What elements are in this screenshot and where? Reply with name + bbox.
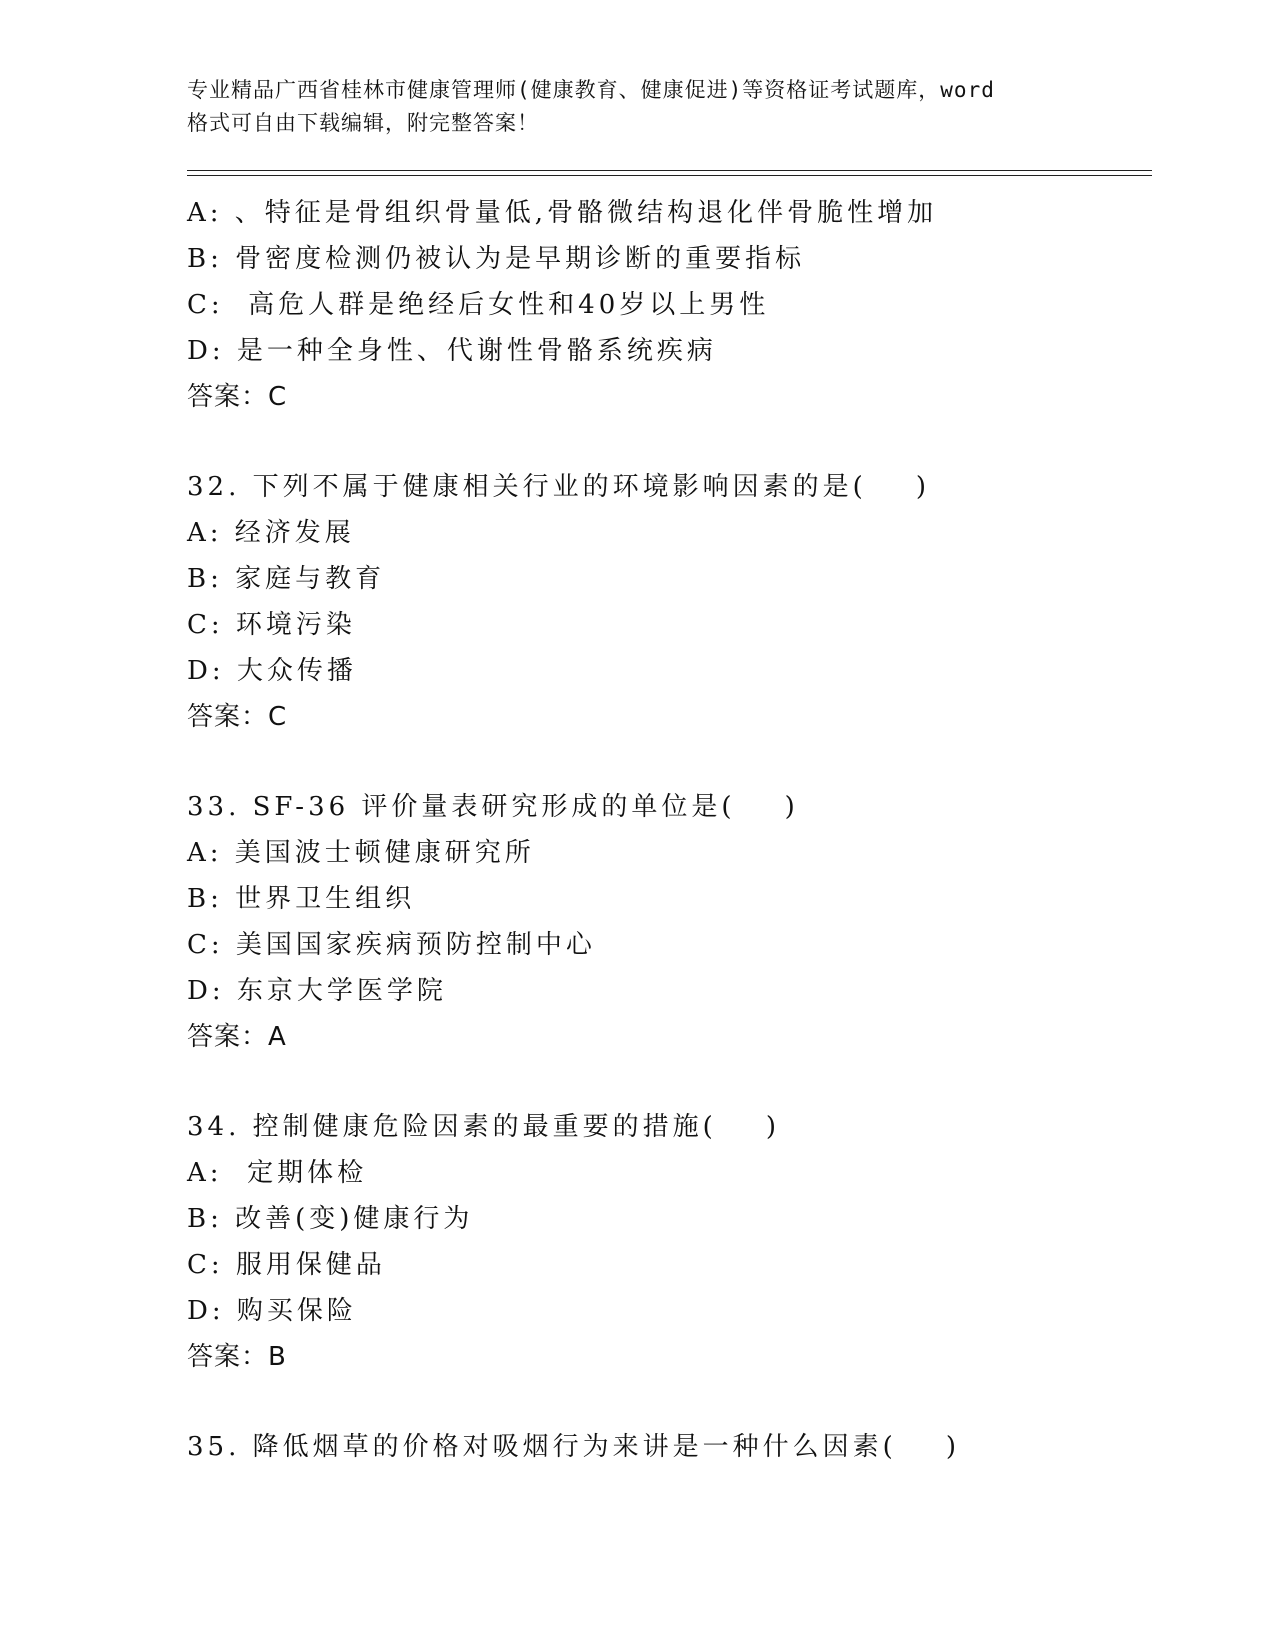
option-b: B: 家庭与教育	[187, 564, 386, 594]
option-b: B: 改善(变)健康行为	[187, 1204, 474, 1234]
option-a: A: 美国波士顿健康研究所	[187, 838, 535, 868]
answer: 答案：C	[187, 382, 288, 412]
question-list	[187, 190, 1147, 1470]
question-stem: 32. 下列不属于健康相关行业的环境影响因素的是( )	[187, 472, 930, 502]
option-d: D: 是一种全身性、代谢性骨骼系统疾病	[187, 336, 717, 366]
question-stem: 35. 降低烟草的价格对吸烟行为来讲是一种什么因素( )	[187, 1432, 960, 1462]
option-a: A: 定期体检	[187, 1158, 368, 1188]
answer: 答案：C	[187, 702, 288, 732]
question-33	[187, 784, 1147, 1060]
header-rule-bottom	[187, 175, 1152, 176]
option-c: C: 服用保健品	[187, 1250, 386, 1280]
header-line-2: 格式可自由下载编辑，附完整答案！	[187, 111, 539, 135]
option-d: D: 购买保险	[187, 1296, 357, 1326]
question-stem: 33. SF-36 评价量表研究形成的单位是( )	[187, 792, 799, 822]
question-32	[187, 464, 1147, 740]
question-35	[187, 1424, 1147, 1470]
option-b: B: 骨密度检测仍被认为是早期诊断的重要指标	[187, 244, 806, 274]
answer: 答案：A	[187, 1022, 287, 1052]
answer: 答案：B	[187, 1342, 287, 1372]
page-header	[187, 74, 1087, 140]
question-stem: 34. 控制健康危险因素的最重要的措施( )	[187, 1112, 780, 1142]
option-d: D: 大众传播	[187, 656, 357, 686]
option-c: C: 环境污染	[187, 610, 356, 640]
question-31-tail	[187, 190, 1147, 420]
option-a: A: 经济发展	[187, 518, 355, 548]
option-c: C: 美国国家疾病预防控制中心	[187, 930, 596, 960]
option-c: C: 高危人群是绝经后女性和40岁以上男性	[187, 290, 770, 320]
header-line-1: 专业精品广西省桂林市健康管理师(健康教育、健康促进)等资格证考试题库，word	[187, 78, 995, 102]
option-d: D: 东京大学医学院	[187, 976, 447, 1006]
header-rule-top	[187, 170, 1152, 171]
option-b: B: 世界卫生组织	[187, 884, 416, 914]
option-a: A: 、特征是骨组织骨量低,骨骼微结构退化伴骨脆性增加	[187, 198, 938, 228]
question-34	[187, 1104, 1147, 1380]
